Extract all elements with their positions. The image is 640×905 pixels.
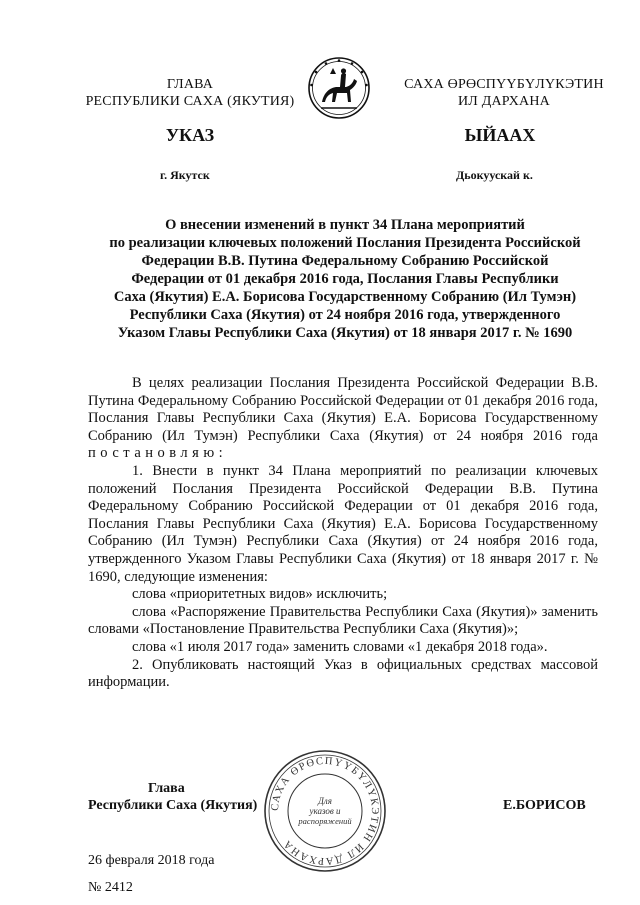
document-heading bbox=[80, 216, 610, 342]
document-type-ru: УКАЗ bbox=[165, 125, 215, 145]
header-right bbox=[388, 76, 620, 110]
heading-line: О внесении изменений в пункт 34 Плана мероприятий bbox=[165, 217, 525, 233]
heading-line: Республики Саха (Якутия) от 24 ноября 2016 года, утвержденного bbox=[129, 307, 561, 323]
heading-line: Федерации от 01 декабря 2016 года, Послания Главы Республики bbox=[131, 271, 559, 287]
heading-line: Саха (Якутия) Е.А. Борисова Государственному Собранию (Ил Тумэн) bbox=[113, 289, 577, 305]
document-type-sah: ЫЙААХ bbox=[464, 125, 536, 145]
header-left-line1: ГЛАВА bbox=[166, 77, 214, 92]
document-date: 26 февраля 2018 года bbox=[88, 853, 215, 868]
header-left bbox=[70, 76, 310, 110]
seal-center-line2: указов и bbox=[309, 806, 341, 816]
header-right-line1: САХА ӨРӨСПҮҮБҮЛҮКЭТИН bbox=[404, 77, 604, 92]
signature-title-line1: Глава bbox=[148, 781, 185, 796]
preamble-text: В целях реализации Послания Президента Российской Федерации В.В. Путина Федеральному Собранию Российской Федерации от 01 декабря 2016 года, Послания Главы Республики Саха (Якутия) Е.А. Борисова Государственному Собранию (Ил Тумэн) Республики Саха (Якутия) от 24 ноября 2016 года bbox=[88, 375, 598, 444]
official-seal-stamp bbox=[262, 748, 388, 874]
body-paragraph-change2: слова «Распоряжение Правительства Республики Саха (Якутия)» заменить словами «Постановление Правительства Республики Саха (Якутия)»; bbox=[88, 603, 598, 638]
city-ru: г. Якутск bbox=[160, 168, 210, 182]
document-body bbox=[88, 375, 598, 692]
body-paragraph-preamble bbox=[88, 375, 598, 463]
seal-center-line3: распоряжений bbox=[298, 816, 352, 826]
signature-title-line2: Республики Саха (Якутия) bbox=[88, 798, 258, 813]
decree-word: постановляю: bbox=[88, 445, 228, 462]
heading-line: Указом Главы Республики Саха (Якутия) от 18 января 2017 г. № 1690 bbox=[117, 325, 573, 341]
body-paragraph-item1: 1. Внести в пункт 34 Плана мероприятий по реализации ключевых положений Послания Президента Российской Федерации В.В. Путина Федеральному Собранию Российской Федерации от 01 декабря 2016 года, Послания Главы Республики Саха (Якутия) Е.А. Борисова Государственному Собранию (Ил Тумэн) Республики Саха (Якутия) от 24 ноября 2016 года, утвержденного Указом Главы Республики Саха (Якутия) от 18 января 2017 г. № 1690, следующие изменения: bbox=[88, 462, 598, 585]
body-paragraph-change1: слова «приоритетных видов» исключить; bbox=[132, 586, 388, 603]
signature-title bbox=[88, 780, 288, 814]
header-left-line2: РЕСПУБЛИКИ САХА (ЯКУТИЯ) bbox=[85, 94, 295, 109]
heading-line: Федерации В.В. Путина Федеральному Собранию Российской bbox=[141, 253, 549, 269]
body-paragraph-change3: слова «1 июля 2017 года» заменить словами «1 декабря 2018 года». bbox=[132, 638, 548, 655]
header-right-line2: ИЛ ДАРХАНА bbox=[457, 94, 550, 109]
seal-ring-text: САХА ӨРӨСПҮҮБҮЛҮКЭТИН ИЛ ДАРХАНА bbox=[269, 755, 381, 867]
city-sah: Дьокуускай к. bbox=[456, 168, 533, 182]
signature-name: Е.БОРИСОВ bbox=[503, 798, 586, 813]
document-number: № 2412 bbox=[88, 880, 133, 895]
coat-of-arms-icon bbox=[300, 52, 378, 122]
seal-center-line1: Для bbox=[318, 796, 332, 806]
heading-line: по реализации ключевых положений Послания Президента Российской bbox=[109, 235, 581, 251]
body-paragraph-item2: 2. Опубликовать настоящий Указ в официальных средствах массовой информации. bbox=[88, 656, 598, 691]
